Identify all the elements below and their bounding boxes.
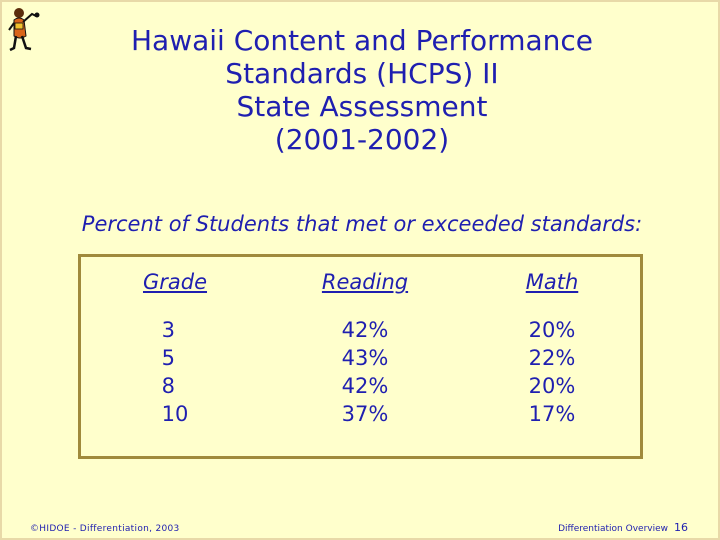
math-values: [529, 316, 576, 428]
footer-copyright: ©HIDOE - Differentiation, 2003: [30, 524, 180, 534]
reading-values: [342, 316, 389, 428]
page-number: 16: [674, 521, 688, 534]
grade-cell: 10: [161, 402, 189, 426]
title-line-2: Standards (HCPS) II: [225, 57, 499, 90]
grade-column: [120, 270, 230, 428]
math-cell: 20%: [528, 318, 576, 342]
math-header: Math: [525, 270, 579, 294]
grade-cell: 3: [161, 318, 175, 342]
table-caption: Percent of Students that met or exceeded standards:: [81, 212, 643, 236]
title-line-4: (2001-2002): [274, 123, 450, 156]
footer-section-label: Differentiation Overview: [558, 524, 668, 534]
reading-cell: 42%: [341, 318, 389, 342]
reading-cell: 42%: [341, 374, 389, 398]
math-cell: 20%: [528, 374, 576, 398]
math-column: [497, 270, 607, 428]
grade-values: [162, 316, 189, 428]
reading-cell: 37%: [341, 402, 389, 426]
grade-cell: 8: [161, 374, 175, 398]
reading-column: [300, 270, 430, 428]
grade-header: Grade: [142, 270, 208, 294]
reading-header: Reading: [321, 270, 409, 294]
title-line-3: State Assessment: [236, 90, 488, 123]
math-cell: 17%: [528, 402, 576, 426]
footer-section: [558, 521, 688, 534]
reading-cell: 43%: [341, 346, 389, 370]
math-cell: 22%: [528, 346, 576, 370]
slide-title: [2, 24, 720, 156]
grade-cell: 5: [161, 346, 175, 370]
title-line-1: Hawaii Content and Performance: [131, 24, 593, 57]
